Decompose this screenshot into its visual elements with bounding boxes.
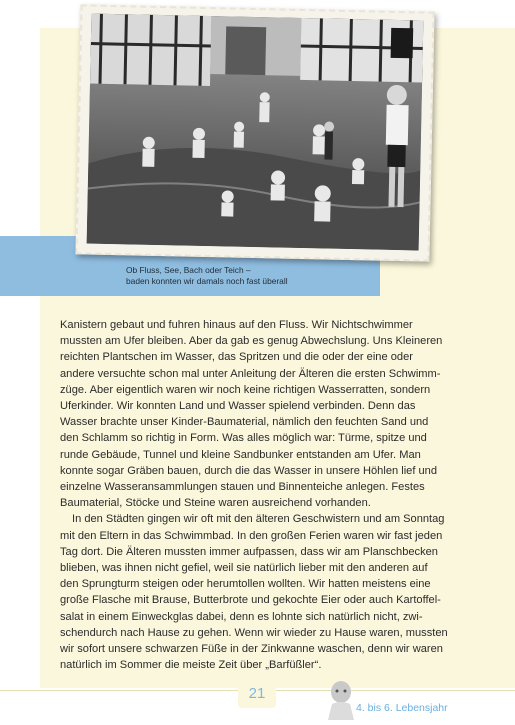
body-line: Tag dort. Die Älteren mussten immer aufpassen, dass wir am Planschbecken xyxy=(60,545,438,558)
body-line: einzelne Wasseransammlungen stauen und Binnenteiche anlegen. Festes xyxy=(60,481,425,494)
caption-line-2: baden konnten wir damals noch fast überall xyxy=(126,275,288,286)
photo-caption xyxy=(126,265,366,286)
page-number: 21 xyxy=(248,685,266,702)
caption-line-1: Ob Fluss, See, Bach oder Teich – xyxy=(126,265,251,275)
body-text xyxy=(60,317,490,673)
body-line: reichten Plantschen im Wasser, das Spritzen und die oder der eine oder xyxy=(60,351,413,364)
body-line: blieben, was ihnen nicht gefiel, weil sie natürlich lieber mit den anderen auf xyxy=(60,562,428,575)
body-line: wir sofort unsere schwarzen Füße in der Zinkwanne waschen, denn wir waren xyxy=(60,643,443,656)
body-line: schendurch nach Hause zu gehen. Wenn wir wieder zu Hause waren, mussten xyxy=(60,626,448,639)
body-line: den Sprungturm steigen oder herumtollen wollten. Wir hatten meistens eine xyxy=(60,578,431,591)
body-line: natürlich im Sommer die meiste Zeit über „Barfüßler“. xyxy=(60,659,322,672)
body-line: den Schlamm so richtig in Form. Was alles möglich war: Türme, spitze und xyxy=(60,432,427,445)
body-line: andere versuchte schon mal unter Anleitung der Älteren die ersten Schwimm- xyxy=(60,367,441,380)
body-line: mit den Eltern in das Schwimmbad. In den großen Ferien waren wir fast jeden xyxy=(60,529,443,542)
photo-frame xyxy=(75,4,434,261)
body-line: runde Gebäude, Tunnel und kleine Sandbunker entstanden am Ufer. Man xyxy=(60,448,421,461)
chapter-label: 4. bis 6. Lebensjahr xyxy=(356,702,448,714)
baby-photo-icon xyxy=(324,678,358,720)
body-line: konnte sogar Gräben bauen, durch die das Wasser in unsere Höhlen lief und xyxy=(60,464,438,477)
body-line: züge. Aber eigentlich waren wir noch keine richtigen Wasserratten, sondern xyxy=(60,383,431,396)
body-line: Kanistern gebaut und fuhren hinaus auf den Fluss. Wir Nichtschwimmer xyxy=(60,319,413,331)
body-line: Wasser brachte unser Kinder-Baumaterial, nämlich den feuchten Sand und xyxy=(60,416,429,429)
body-line: mussten am Ufer bleiben. Aber da gab es genug Abwechslung. Uns Kleineren xyxy=(60,335,443,348)
photo-illustration xyxy=(87,14,424,251)
body-line: große Flasche mit Brause, Butterbrote und gekochte Eier oder auch Kartoffel- xyxy=(60,594,441,607)
historical-photo xyxy=(87,14,424,251)
body-line: Uferkinder. Wir konnten Land und Wasser spielend verbinden. Denn das xyxy=(60,400,416,413)
body-line: salat in einem Einweckglas dabei, denn es lohnte sich natürlich nicht, zwi- xyxy=(60,610,423,623)
body-line: Baumaterial, Stöcke und Steine waren ausreichend vorhanden. xyxy=(60,497,371,510)
body-line: In den Städten gingen wir oft mit den älteren Geschwistern und am Sonntag xyxy=(72,513,445,526)
